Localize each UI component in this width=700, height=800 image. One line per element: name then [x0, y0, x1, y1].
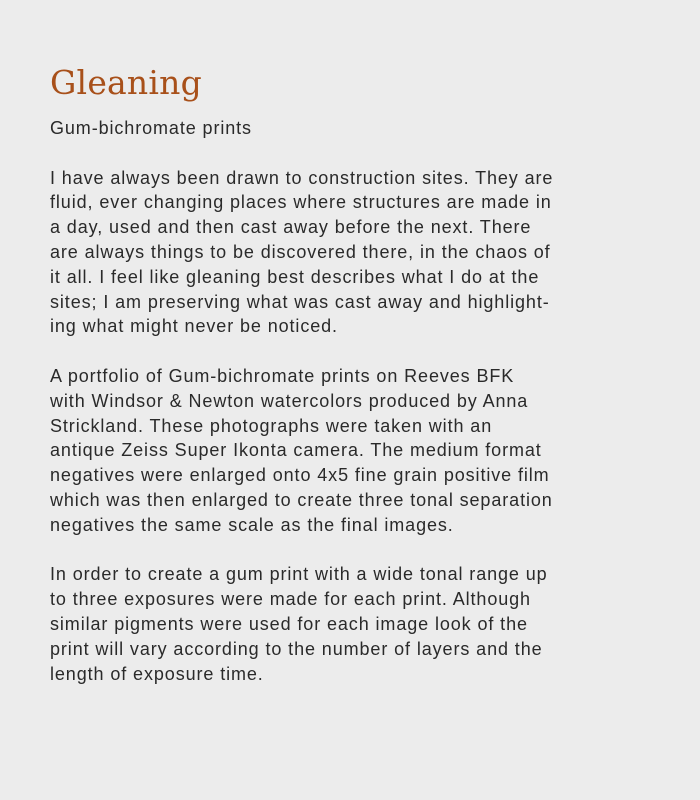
text-line: print will vary according to the number of layers and the	[50, 638, 543, 659]
text-line: In order to create a gum print with a wide tonal range up	[50, 564, 548, 585]
paragraph-intro	[50, 166, 650, 340]
text-line: sites; I am preserving what was cast away and highlight-	[50, 291, 550, 312]
paragraph-process	[50, 562, 650, 686]
text-line: to three exposures were made for each print. Although	[50, 589, 531, 610]
text-line: Strickland. These photographs were taken with an	[50, 415, 493, 436]
text-line: a day, used and then cast away before the next. There	[50, 217, 532, 238]
page-title: Gleaning	[50, 63, 202, 102]
text-line: it all. I feel like gleaning best describes what I do at the	[50, 266, 540, 287]
text-line: negatives were enlarged onto 4x5 fine grain positive film	[50, 465, 550, 486]
text-line: negatives the same scale as the final images.	[50, 514, 454, 535]
text-line: similar pigments were used for each image look of the	[50, 613, 528, 634]
text-line: fluid, ever changing places where structures are made in	[50, 192, 552, 213]
text-line: A portfolio of Gum-bichromate prints on Reeves BFK	[50, 365, 515, 386]
text-line: ing what might never be noticed.	[50, 316, 338, 337]
text-line: which was then enlarged to create three tonal separation	[50, 489, 553, 510]
text-line: are always things to be discovered there, in the chaos of	[50, 241, 551, 262]
text-line: I have always been drawn to construction sites. They are	[50, 167, 554, 188]
text-line: with Windsor & Newton watercolors produced by Anna	[50, 390, 529, 411]
text-line: length of exposure time.	[50, 663, 264, 684]
paragraph-portfolio	[50, 364, 650, 538]
text-line: antique Zeiss Super Ikonta camera. The medium format	[50, 440, 542, 461]
page-subtitle: Gum-bichromate prints	[50, 118, 252, 138]
